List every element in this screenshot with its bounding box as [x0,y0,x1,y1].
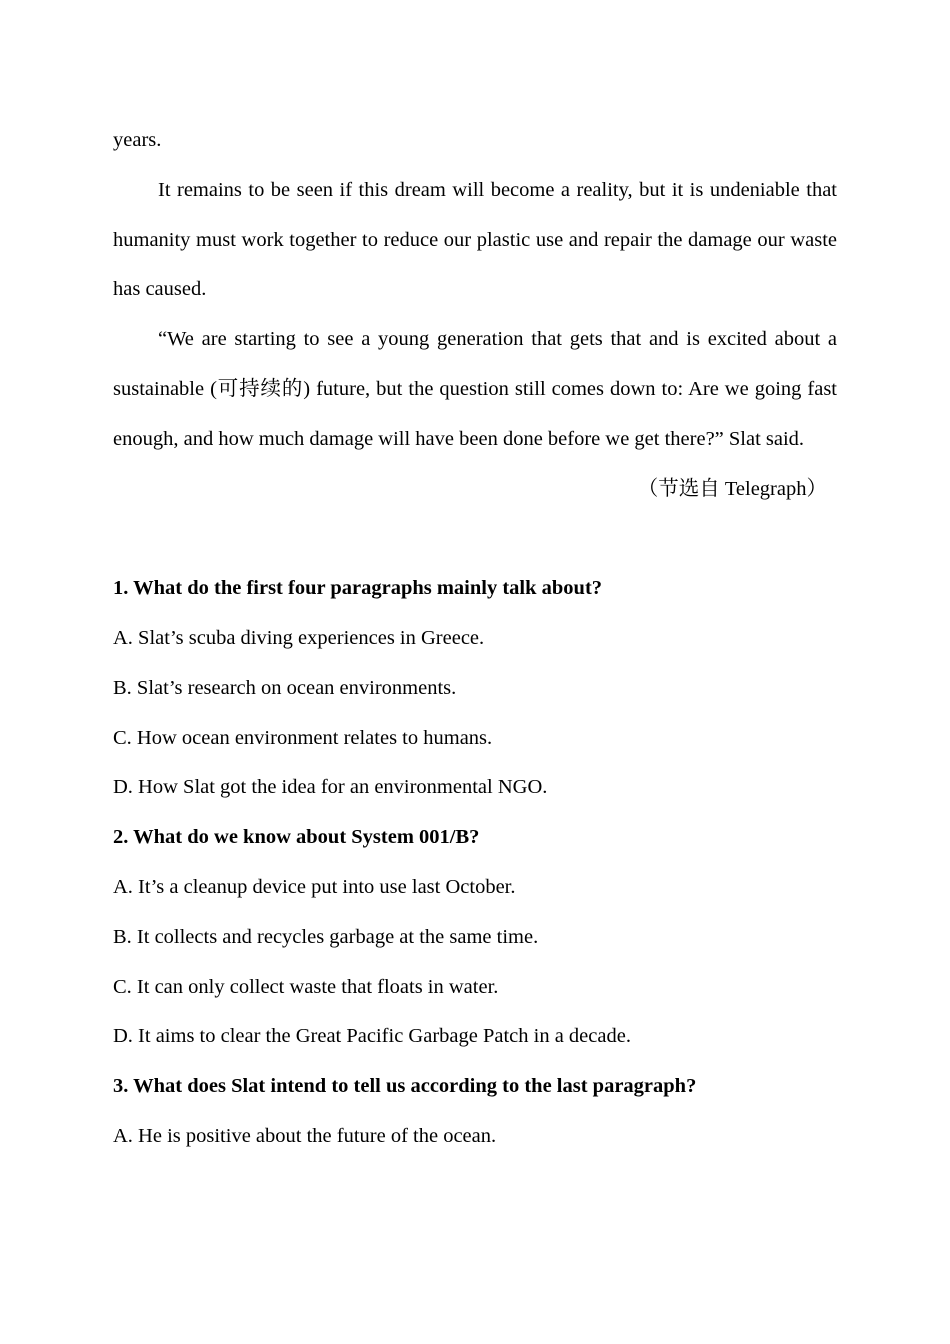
question-option: B. It collects and recycles garbage at the same time. [113,925,539,948]
question-option: D. How Slat got the idea for an environmental NGO. [113,776,548,799]
question-option: A. He is positive about the future of the ocean. [113,1124,497,1147]
question-stem: 3. What does Slat intend to tell us according to the last paragraph? [113,1075,697,1098]
question-option: A. Slat’s scuba diving experiences in Greece. [113,626,485,649]
question-3 [113,1062,837,1162]
passage-continuation: years. [113,129,162,151]
document-page [113,116,837,1162]
passage-source: （节选自 Telegraph） [637,477,827,500]
question-option: A. It’s a cleanup device put into use last October. [113,875,516,898]
question-stem: 1. What do the first four paragraphs mainly talk about? [113,577,603,600]
passage-paragraph: It remains to be seen if this dream will become a reality, but it is undeniable that humanity must work together to reduce our plastic use and repair the damage our waste has caused. [113,178,837,301]
question-1 [113,564,837,813]
spacer [113,514,837,564]
question-2 [113,813,837,1062]
question-option: D. It aims to clear the Great Pacific Garbage Patch in a decade. [113,1025,631,1048]
question-option: B. Slat’s research on ocean environments. [113,676,457,699]
question-option: C. How ocean environment relates to humans. [113,726,493,749]
passage-paragraph: “We are starting to see a young generation that gets that and is excited about a sustainable (可持续的) future, but the question still comes down to: Are we going fast enough, and how much damage will have been done before we get there?” Slat said. [113,328,837,450]
question-stem: 2. What do we know about System 001/B? [113,826,480,849]
question-option: C. It can only collect waste that floats in water. [113,975,499,998]
